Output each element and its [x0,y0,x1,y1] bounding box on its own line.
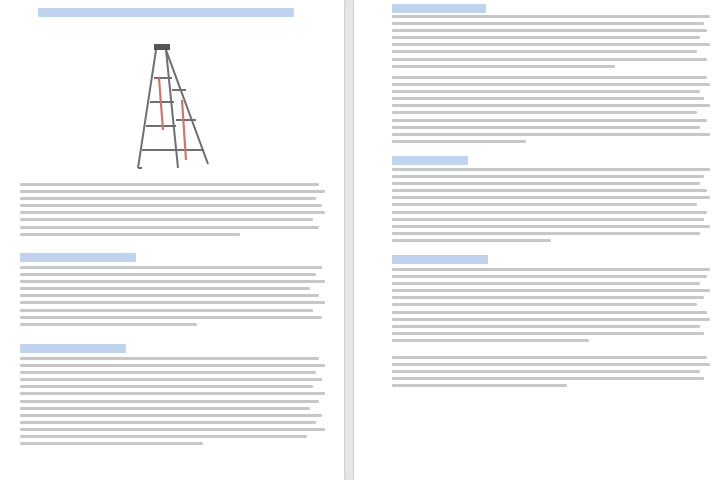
text-block-1 [20,183,325,240]
section-heading-2 [20,344,126,353]
document-title [38,8,294,17]
text-block-4 [392,15,710,72]
document-page-left[interactable] [0,0,344,480]
section-heading-1 [20,253,136,262]
text-block-2 [20,266,325,330]
text-block-3 [20,357,325,449]
text-block-8 [392,356,710,391]
stepladder-illustration [126,40,222,174]
section-heading-5 [392,255,488,264]
text-block-6 [392,168,710,246]
page-gutter [344,0,354,480]
section-heading-3 [392,4,486,13]
text-block-5 [392,76,710,147]
document-page-right[interactable] [354,0,720,480]
text-block-7 [392,268,710,346]
section-heading-4 [392,156,468,165]
